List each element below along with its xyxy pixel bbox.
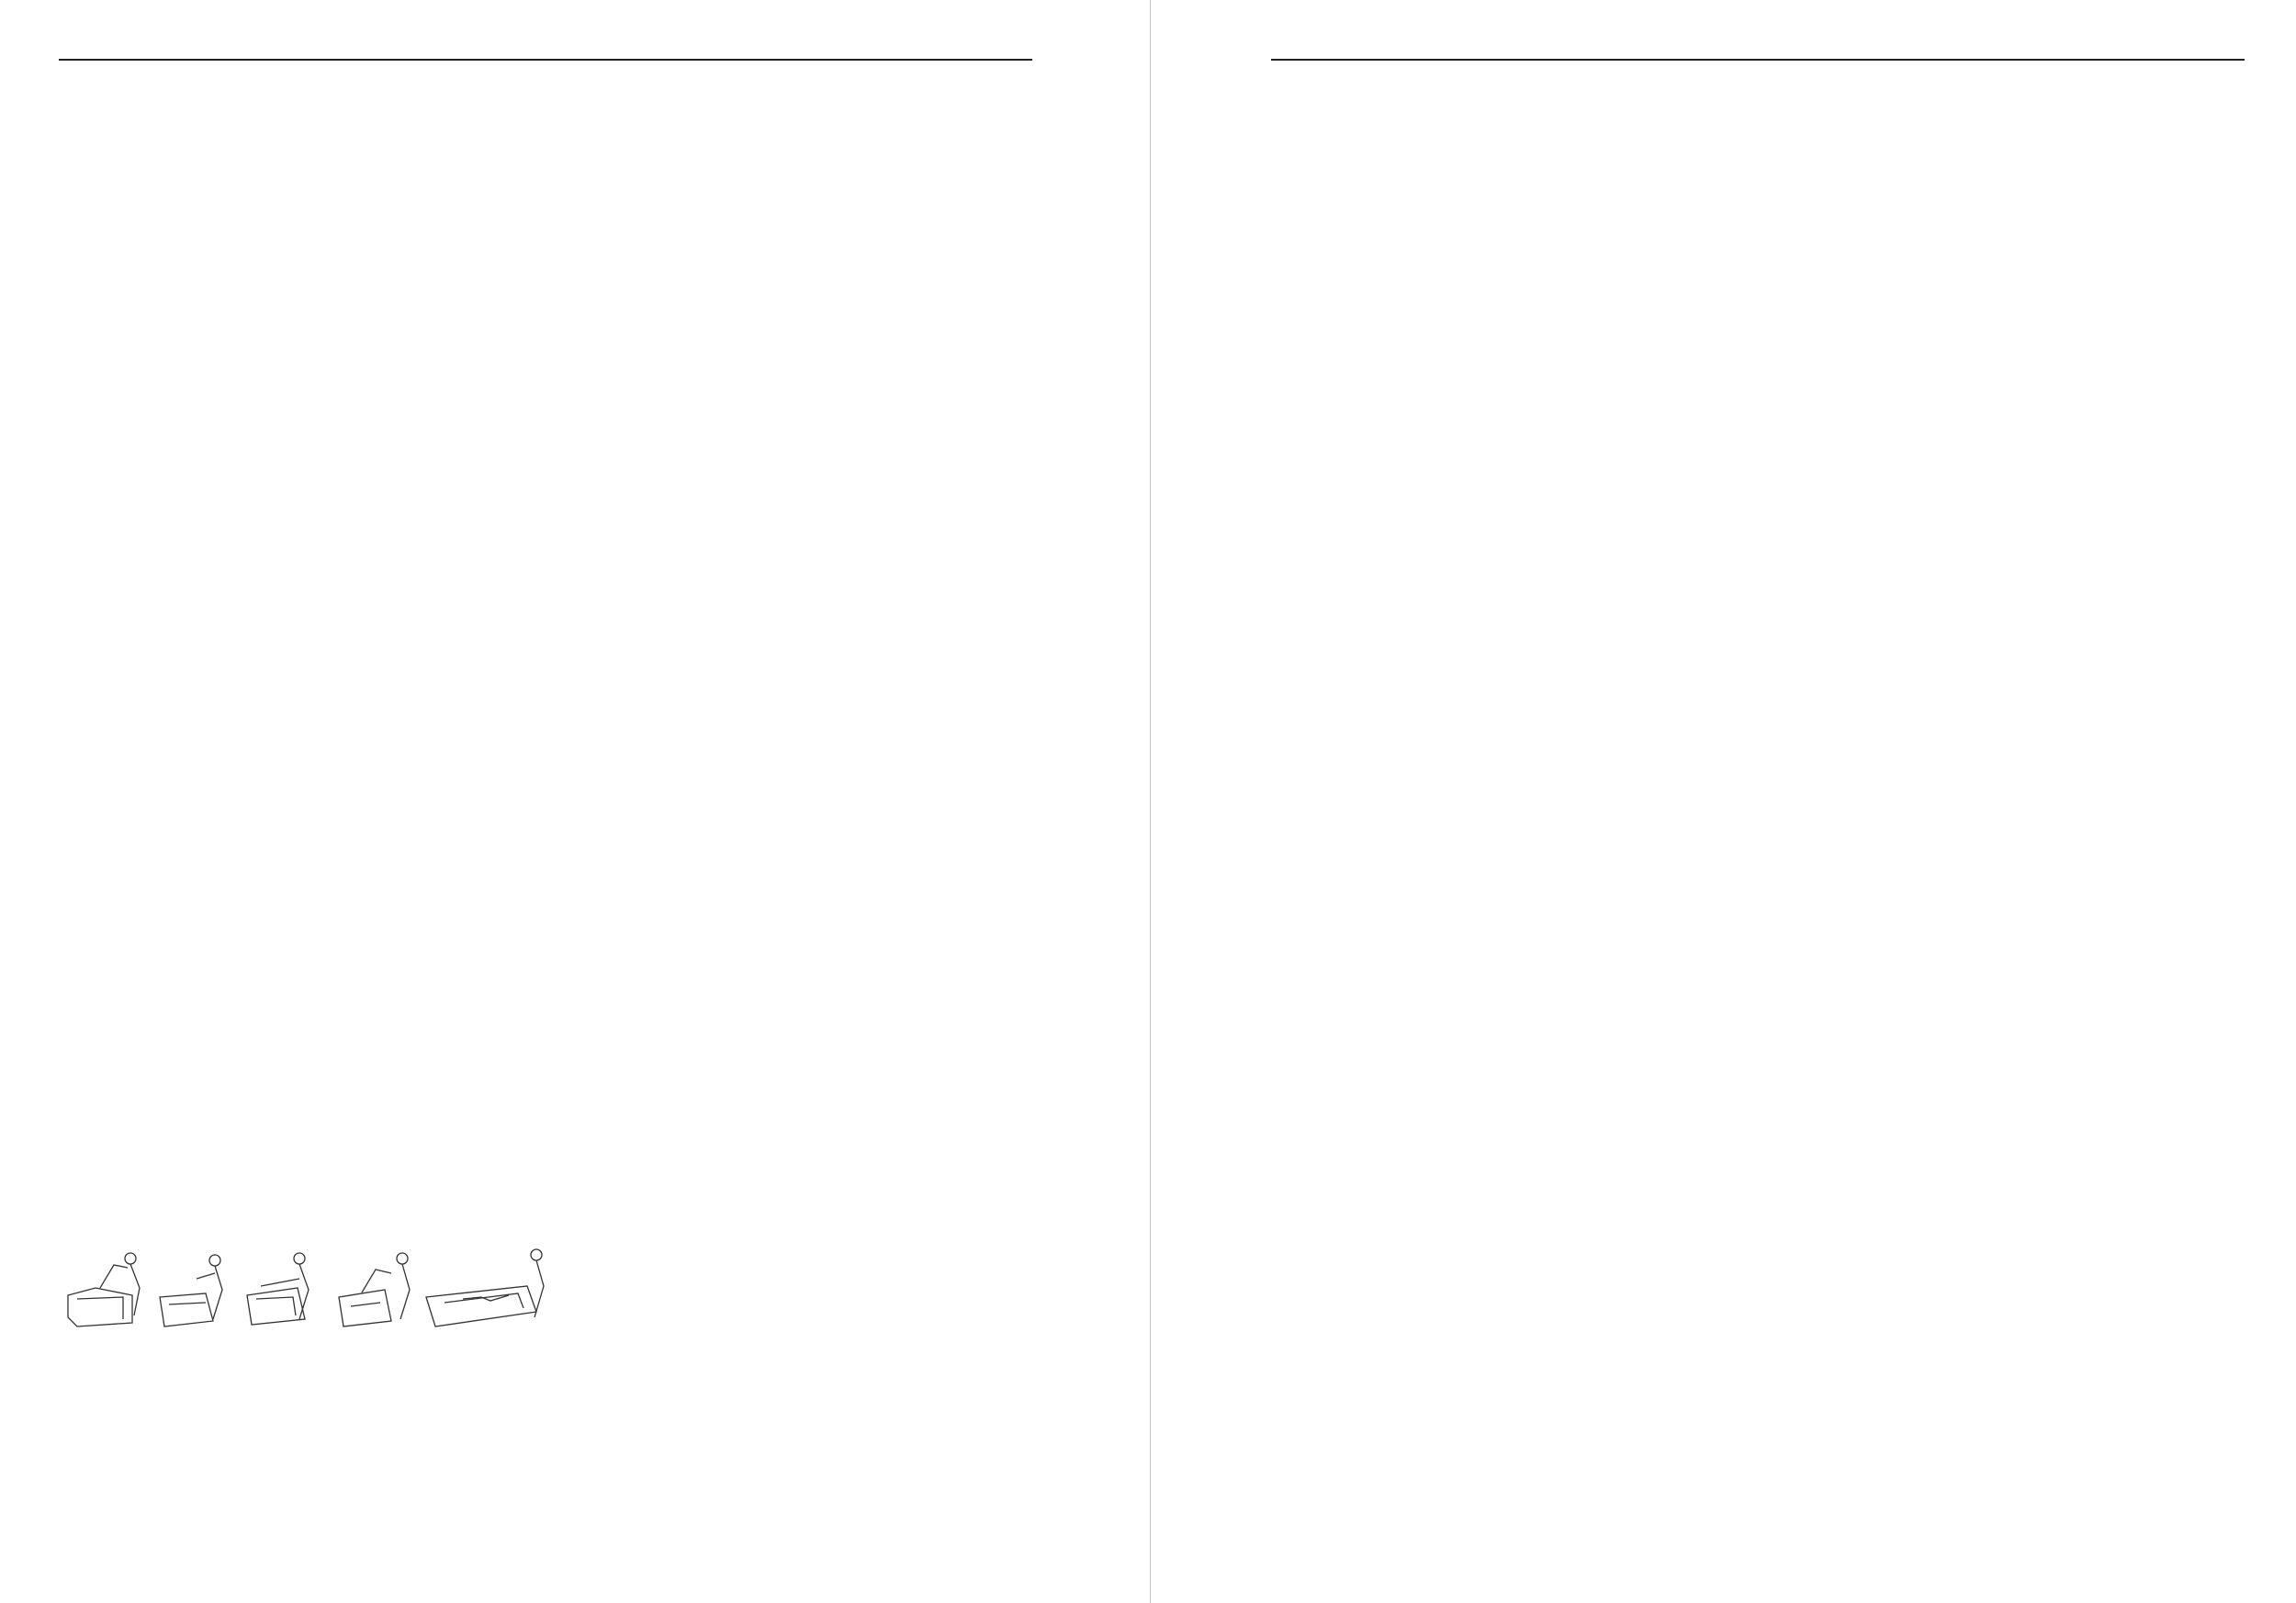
left-page: [59, 0, 1032, 1603]
top-rule: [59, 59, 1032, 61]
right-page: [1271, 0, 2245, 1603]
opening-steps-illustration: [59, 1242, 555, 1334]
top-rule: [1271, 59, 2245, 61]
page-gutter: [1150, 0, 1151, 1603]
